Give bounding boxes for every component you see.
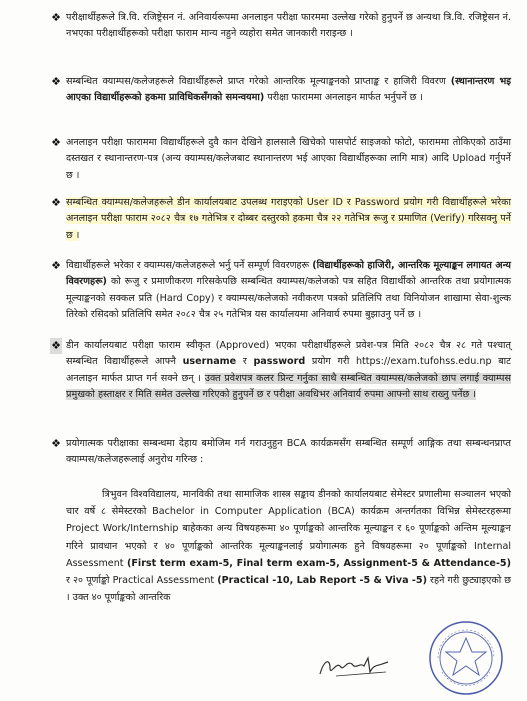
bullet-text-part: र (236, 356, 254, 368)
diamond-bullet-icon: ❖ (51, 259, 61, 272)
bullet-text-part: प्रयोग गरी https://exam.tufohss.edu.np बाट अनलाइन मार्फत प्राप्त गर्न सक्ने छन् । (66, 356, 511, 384)
diamond-bullet-icon: ❖ (51, 11, 61, 24)
paragraph-bold-text: (Practical -10, Lab Report -5 & Viva -5) (217, 575, 427, 587)
bullet-text (66, 338, 511, 404)
bullet-text-part: विद्यार्थीहरूले भरेका र क्याम्पस/कलेजहरूले भर्नु पर्ने सम्पूर्ण विवरणहरू (66, 260, 313, 271)
office-stamp-icon (426, 618, 506, 698)
bullet-item-6 (51, 338, 511, 404)
bullet-item-7 (51, 436, 511, 469)
bullet-text (66, 74, 511, 107)
paragraph-text: रहने गरी छुट्याइएको छ । उक्त ४० पूर्णाङ्कको आन्तरिक (66, 575, 511, 604)
grey-highlighted-text: उक्त प्रवेशपत्र कलर प्रिन्ट गर्नुका साथै सम्बन्धित क्याम्पस/कलेजको छाप लगाई क्याम्पस प्रमुखको हस्ताक्षर र मिति समेत उल्लेख गरिएको हुनुपर्ने छ र परीक्षा अवधिभर अनिवार्य रुपमा आफ्नो साथ राख्नु पर्नेछ । (66, 372, 511, 401)
bullet-text: प्रयोगात्मक परीक्षाका सम्बन्धमा देहाय बमोजिम गर्न गराउनुहुन BCA कार्यक्रमसँग सम्बन्धित सम्पूर्ण आङ्गिक तथा सम्बन्धनप्राप्त क्याम्पस/कलेजहरूलाई अनुरोध गरिन्छ : (66, 438, 511, 466)
handwritten-signature-icon (316, 652, 394, 682)
diamond-bullet-icon: ❖ (51, 75, 61, 88)
bullet-item-2 (51, 74, 511, 107)
bullet-text-part: डीन कार्यालयबाट परीक्षा फाराम स्वीकृत (Approved) भएका परीक्षार्थीहरूले प्रवेश-पत्र मिति २०८२ चैत्र २८ गते पश्चात् सम्बन्धित विद्यार्थीहरूले आफ्नै (66, 340, 511, 368)
diamond-bullet-icon: ❖ (51, 136, 61, 149)
bullet-text (66, 258, 511, 324)
bullet-text: अनलाइन परीक्षा फाराममा विद्यार्थीहरूले दुवै कान देखिने हालसालै खिचेको पासपोर्ट साइजको फोटो, फाराममा तोकिएको ठाउँमा दस्तखत र स्थानान्तरण-पत्र (अन्य क्याम्पस/कलेजबाट स्थानान्तरण भई आएका विद्यार्थीहरूका लागि मात्र) आदि Upload गर्नुपर्ने छ । (66, 137, 511, 181)
bullet-item-5 (51, 258, 511, 324)
highlighted-text: सम्बन्धित क्याम्पस/कलेजहरूले डीन कार्यालयबाट उपलब्ध गराइएको User ID र Password प्रयोग गरी विद्यार्थीहरूले भरेका अनलाइन परीक्षा फाराम २०८२ चैत्र १७ गतेभित्र र दोब्बर दस्तुरको हकमा चैत्र २२ गतेभित्र रूजु र प्रमाणित (Verify) गरिसक्नु पर्ने छ । (66, 197, 511, 241)
bullet-bold-text: (विद्यार्थीहरूको हाजिरी, आन्तरिक मूल्याङ्कन लगायत अन्य विवरणहरू) (66, 260, 511, 288)
paragraph-text: त्रिभुवन विश्वविद्यालय, मानविकी तथा सामाजिक शास्त्र सङ्काय डीनको कार्यालयबाट सेमेस्टर प्रणालीमा सञ्चालन भएको चार वर्षे ८ सेमेस्टरको Bachelor in Computer Application (BCA) कार्यक्रम अन्तर्गतका विभिन्न सेमेस्टरहरूमा Project Work/Internship बाहेकका अन्य विषयहरूमा ४० पूर्णाङ्कको आन्तरिक मूल्याङ्कन र ६० पूर्णाङ्कको अन्तिम मूल्याङ्कन गरिने प्रावधान भएको र ४० पूर्णाङ्कको आन्तरिक मूल्याङ्कनलाई प्रयोगात्मक हुने विषयहरूमा २० पूर्णाङ्कको Internal Assessment (66, 489, 511, 569)
diamond-bullet-icon: ❖ (51, 339, 61, 352)
bullet-text-part: को रूजु र प्रमाणीकरण गरिसकेपछि सम्बन्धित क्याम्पस/कलेजको पत्र सहित विद्यार्थीको आन्तरिक तथा प्रयोगात्मक मूल्याङ्कनको सक्कल प्रति (Hard Copy) र क्याम्पस/कलेजको नवीकरण पत्रको प्रतिलिपि तथा विनियोजन शाखामा सेवा-शुल्क तिरेको रसिदको प्रतिलिपि समेत २०८२ चैत्र २५ गतेभित्र यस कार्यालयमा अनिवार्य रुपमा बुझाउनु पर्ने छ । (66, 276, 511, 321)
paragraph-bold-text: (First term exam-5, Final term exam-5, Assignment-5 & Attendance-5) (126, 557, 511, 569)
diamond-bullet-icon: ❖ (51, 437, 61, 450)
bullet-text (66, 195, 511, 244)
bullet-bold-text: (स्थानान्तरण भइ आएका विद्यार्थीहरूको हकमा प्राविधिकसँगको समन्वयमा) (66, 76, 511, 104)
bullet-item-3 (51, 135, 511, 184)
bullet-item-4 (51, 195, 511, 244)
bullet-item-1 (51, 10, 511, 43)
username-term: username (182, 356, 237, 368)
bullet-text-part: परीक्षा फाराममा अनलाइन मार्फत भर्नुपर्ने छ । (264, 92, 424, 104)
diamond-bullet-icon: ❖ (51, 196, 61, 209)
password-term: password (253, 356, 306, 368)
bullet-text-part: सम्बन्धित क्याम्पस/कलेजहरूले विद्यार्थीहरूले प्राप्त गरेको आन्तरिक मूल्याङ्कनको प्राप्ताङ्क र हाजिरी विवरण (66, 76, 451, 87)
bca-paragraph (66, 486, 511, 606)
bullet-text: परीक्षार्थीहरूले त्रि.वि. रजिष्ट्रेसन नं. अनिवार्यरूपमा अनलाइन परीक्षा फारममा उल्लेख गरेको हुनुपर्ने छ अन्यथा त्रि.वि. रजिष्ट्रेसन नं. नभएका परीक्षार्थीहरूको परीक्षा फाराम मान्य नहुने व्यहोरा समेत जानकारी गराइन्छ । (66, 12, 511, 40)
paragraph-text: र २० पूर्णाङ्को Practical Assessment (66, 575, 218, 587)
